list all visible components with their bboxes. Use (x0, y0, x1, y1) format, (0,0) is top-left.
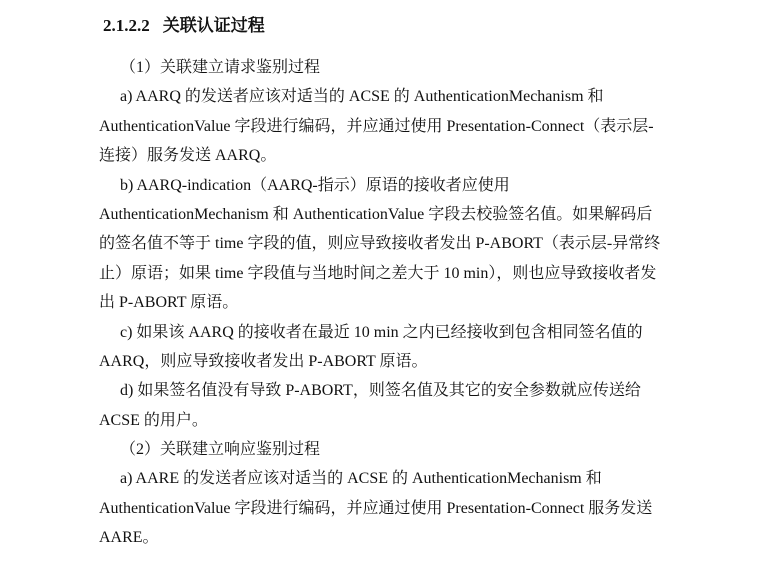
text-line: c) 如果该 AARQ 的接收者在最近 10 min 之内已经接收到包含相同签名值的 (120, 323, 643, 341)
section-title: 关联认证过程 (162, 16, 265, 35)
text-line: AuthenticationValue 字段进行编码，并应通过使用 Presentation-Connect（表示层- (99, 117, 654, 135)
text-line: b) AARQ-indication（AARQ-指示）原语的接收者应使用 (120, 176, 510, 194)
text-line: AARE。 (99, 529, 159, 547)
section-number: 2.1.2.2 (103, 16, 150, 35)
text-line: d) 如果签名值没有导致 P-ABORT，则签名值及其它的安全参数就应传送给 (120, 382, 641, 400)
text-line: a) AARQ 的发送者应该对适当的 ACSE 的 AuthenticationMechanism 和 (120, 88, 604, 106)
text-line: AARQ，则应导致接收者发出 P-ABORT 原语。 (99, 352, 428, 370)
text-line: AuthenticationMechanism 和 AuthenticationValue 字段去校验签名值。如果解码后 (99, 205, 653, 223)
text-line: ACSE 的用户。 (99, 411, 208, 429)
text-line: 连接）服务发送 AARQ。 (99, 147, 277, 165)
text-line: （1）关联建立请求鉴别过程 (120, 59, 321, 76)
text-line: （2）关联建立响应鉴别过程 (120, 441, 321, 459)
body-text (99, 53, 659, 553)
text-line: a) AARE 的发送者应该对适当的 ACSE 的 AuthenticationMechanism 和 (120, 470, 602, 488)
text-line: 出 P-ABORT 原语。 (99, 294, 239, 312)
section-heading (103, 11, 265, 36)
text-line: AuthenticationValue 字段进行编码，并应通过使用 Presentation-Connect 服务发送 (99, 499, 653, 517)
text-line: 止）原语；如果 time 字段值与当地时间之差大于 10 min），则也应导致接收者发 (99, 264, 657, 282)
text-line: 的签名值不等于 time 字段的值，则应导致接收者发出 P-ABORT（表示层-异常终 (99, 235, 661, 253)
